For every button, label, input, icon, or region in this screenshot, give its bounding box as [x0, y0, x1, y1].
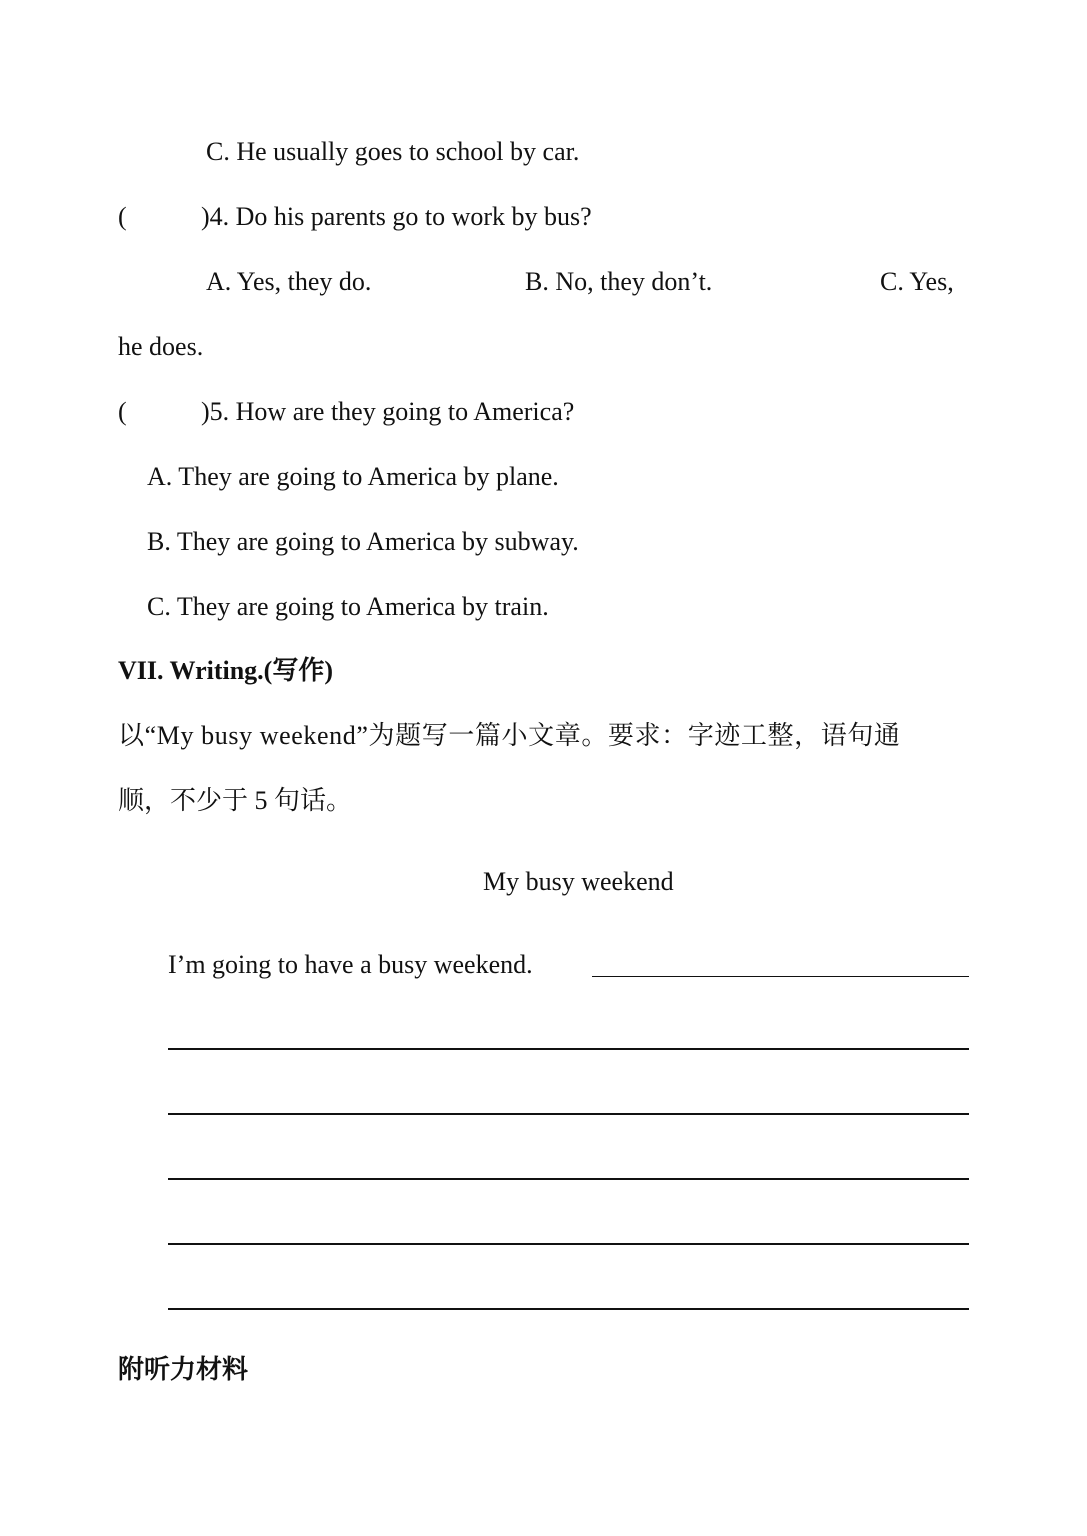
answer-line-4[interactable]	[168, 1178, 969, 1180]
answer-line-1[interactable]	[592, 976, 969, 977]
q3-option-c: C. He usually goes to school by car.	[206, 137, 580, 166]
essay-title: My busy weekend	[483, 867, 674, 896]
writing-instruction-line2: 顺，不少于 5 句话。	[118, 786, 353, 815]
q4-option-c-part1: C. Yes,	[880, 267, 954, 296]
writing-heading: VII. Writing.(写作)	[118, 656, 333, 685]
q5-prompt: )5. How are they going to America?	[201, 397, 575, 426]
essay-start-sentence: I’m going to have a busy weekend.	[168, 950, 533, 979]
q4-answer-paren: (	[118, 202, 127, 231]
q4-option-c-part2: he does.	[118, 332, 204, 361]
q5-option-c: C. They are going to America by train.	[147, 592, 549, 621]
q4-option-b: B. No, they don’t.	[525, 267, 713, 296]
answer-line-5[interactable]	[168, 1243, 969, 1245]
q4-prompt: )4. Do his parents go to work by bus?	[201, 202, 592, 231]
appendix-heading: 附听力材料	[118, 1355, 249, 1384]
q5-answer-paren: (	[118, 397, 127, 426]
answer-line-3[interactable]	[168, 1113, 969, 1115]
answer-line-6[interactable]	[168, 1308, 969, 1310]
answer-line-2[interactable]	[168, 1048, 969, 1050]
q5-option-a: A. They are going to America by plane.	[147, 462, 559, 491]
writing-instruction-line1: 以“My busy weekend”为题写一篇小文章。要求：字迹工整，语句通	[118, 721, 901, 750]
q5-option-b: B. They are going to America by subway.	[147, 527, 579, 556]
q4-option-a: A. Yes, they do.	[206, 267, 372, 296]
